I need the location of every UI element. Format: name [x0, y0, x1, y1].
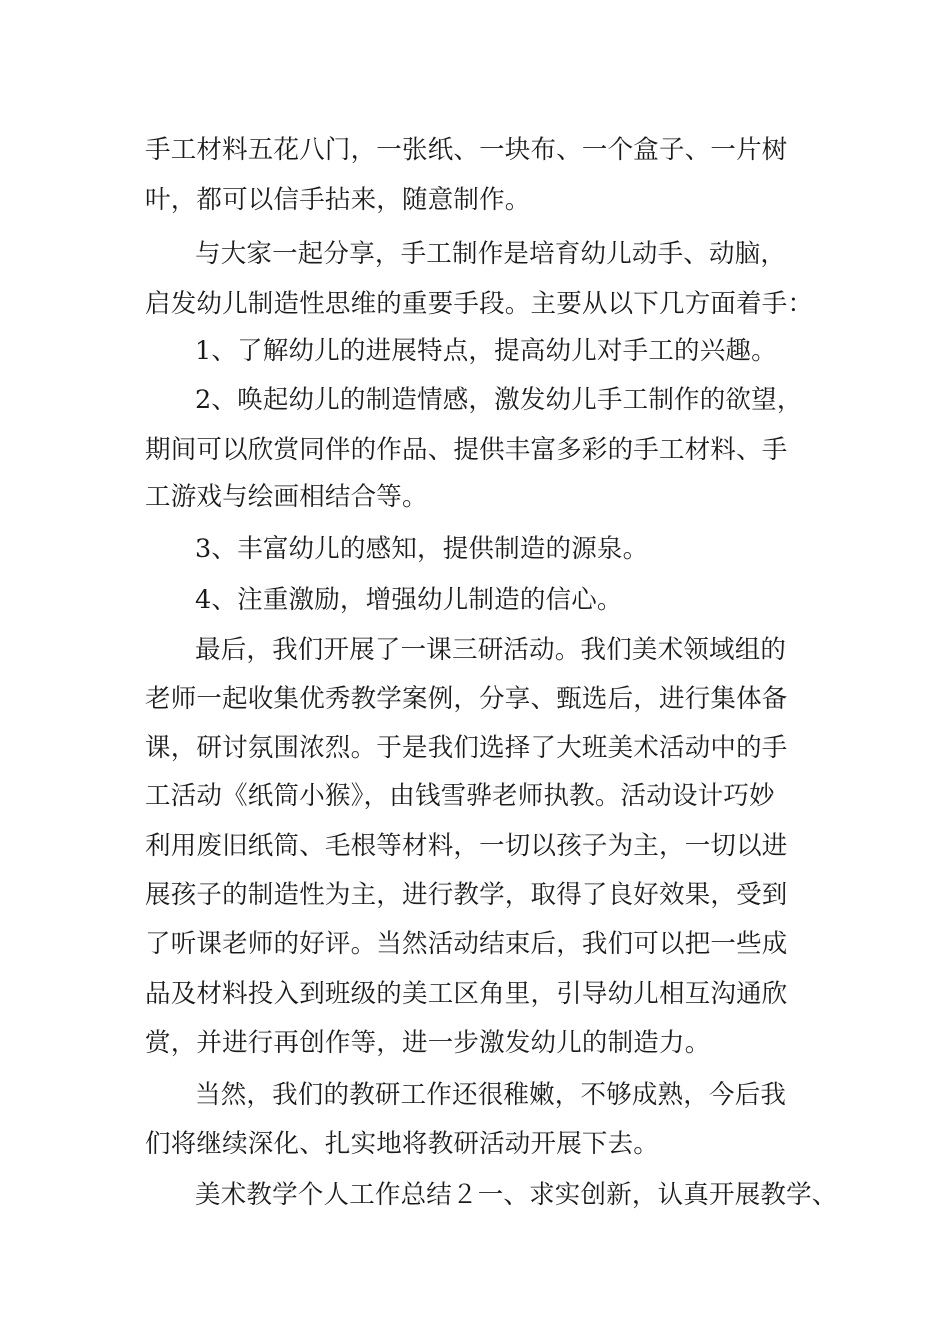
text-line: 们将继续深化、扎实地将教研活动开展下去。 — [145, 1129, 660, 1159]
text-line: 当然，我们的教研工作还很稚嫩，不够成熟，今后我 — [195, 1080, 787, 1110]
text-line: 叶，都可以信手拈来，随意制作。 — [145, 185, 531, 215]
text-line: 4、注重激励，增强幼儿制造的信心。 — [195, 585, 623, 615]
text-line: 手工材料五花八门，一张纸、一块布、一个盒子、一片树 — [145, 135, 788, 165]
text-line: 工游戏与绘画相结合等。 — [145, 482, 428, 512]
text-line: 美术教学个人工作总结２一、求实创新，认真开展教学、 — [195, 1180, 838, 1210]
text-line: 期间可以欣赏同伴的作品、提供丰富多彩的手工材料、手 — [145, 435, 788, 465]
text-line: 最后，我们开展了一课三研活动。我们美术领域组的 — [195, 635, 787, 665]
text-line: 品及材料投入到班级的美工区角里，引导幼儿相互沟通欣 — [145, 979, 788, 1009]
text-line: 1、了解幼儿的进展特点，提高幼儿对手工的兴趣。 — [195, 336, 777, 366]
text-line: 老师一起收集优秀教学案例，分享、甄选后，进行集体备 — [145, 684, 788, 714]
text-line: 展孩子的制造性为主，进行教学，取得了良好效果，受到 — [145, 880, 788, 910]
text-line: 赏，并进行再创作等，进一步激发幼儿的制造力。 — [145, 1028, 711, 1058]
text-line: 启发幼儿制造性思维的重要手段。主要从以下几方面着手： — [145, 289, 814, 319]
text-line: 与大家一起分享，手工制作是培育幼儿动手、动脑， — [195, 239, 787, 269]
text-line: 课，研讨氛围浓烈。于是我们选择了大班美术活动中的手 — [145, 733, 788, 763]
text-line: 2、唤起幼儿的制造情感，激发幼儿手工制作的欲望， — [195, 385, 803, 415]
text-line: 3、丰富幼儿的感知，提供制造的源泉。 — [195, 534, 649, 564]
text-line: 工活动《纸筒小猴》，由钱雪骅老师执教。活动设计巧妙 — [145, 781, 775, 811]
text-line: 了听课老师的好评。当然活动结束后，我们可以把一些成 — [145, 929, 788, 959]
text-line: 利用废旧纸筒、毛根等材料，一切以孩子为主，一切以进 — [145, 831, 788, 861]
